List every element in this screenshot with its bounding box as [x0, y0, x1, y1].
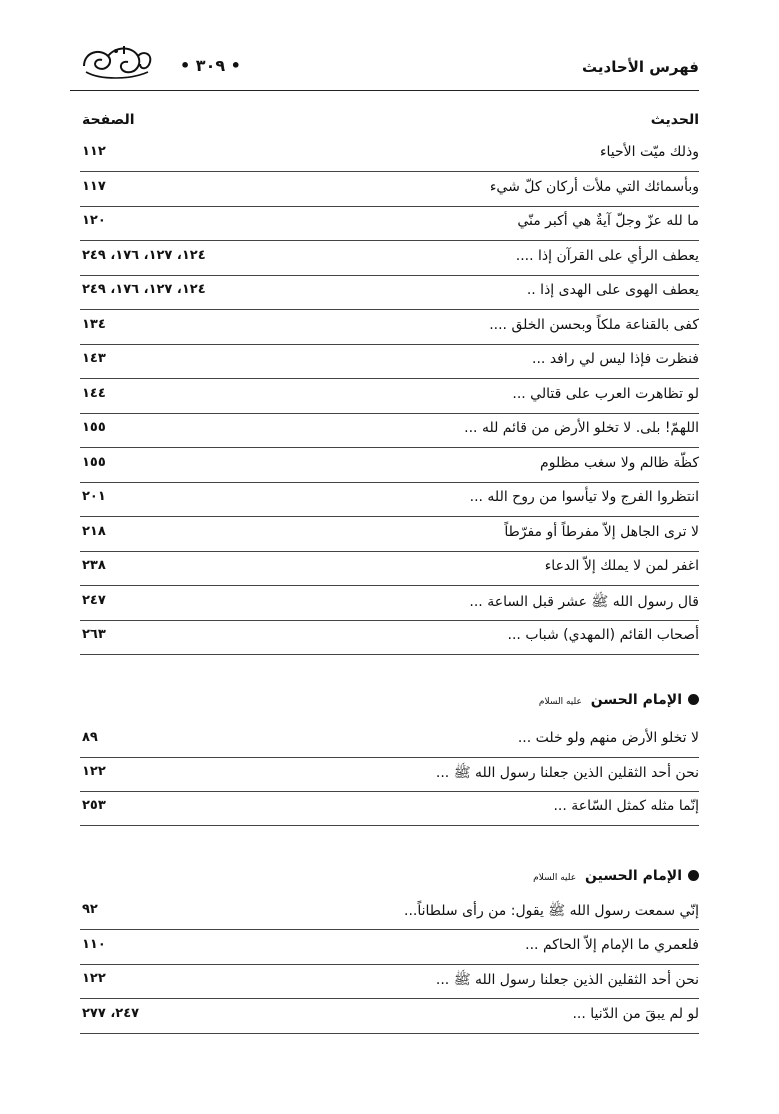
bullet-icon — [688, 694, 699, 705]
table-row — [80, 933, 699, 965]
section-heading-husayn — [533, 868, 699, 884]
table-row — [80, 554, 699, 586]
row-divider — [80, 825, 699, 826]
table-row — [80, 244, 699, 276]
hadith-text: كفى بالقناعة ملكاً وبحسن الخلق .... — [489, 316, 699, 333]
row-divider — [80, 757, 699, 758]
page-reference: ٩٢ — [82, 902, 98, 917]
page-reference: ١٢٠ — [82, 213, 106, 228]
table-row — [80, 209, 699, 241]
table-row — [80, 898, 699, 930]
hadith-text: وبأسمائك التي ملأت أركان كلّ شيء — [489, 178, 699, 195]
page-reference: ٢٠١ — [82, 489, 106, 504]
table-row — [80, 485, 699, 517]
page-header — [70, 40, 699, 96]
table-row — [80, 451, 699, 483]
table-row — [80, 726, 699, 758]
hadith-text: لو تظاهرت العرب على قتالي ... — [512, 385, 699, 402]
row-divider — [80, 654, 699, 655]
row-divider — [80, 344, 699, 345]
table-row — [80, 278, 699, 310]
column-header-page: الصفحة — [82, 112, 135, 128]
page-reference: ٨٩ — [82, 730, 98, 745]
section-title-hasan: الإمام الحسن — [590, 692, 682, 708]
table-row — [80, 347, 699, 379]
ornament-icon — [80, 42, 154, 82]
hadith-text: اغفر لمن لا يملك إلاّ الدعاء — [544, 558, 699, 574]
row-divider — [80, 482, 699, 483]
table-row — [80, 313, 699, 345]
row-divider — [80, 964, 699, 965]
row-divider — [80, 309, 699, 310]
hadith-text: نحن أحد الثقلين الذين جعلنا رسول الله ﷺ ... — [435, 765, 699, 781]
row-divider — [80, 1033, 699, 1034]
page-reference: ٢٥٣ — [82, 798, 106, 813]
running-title: فهرس الأحاديث — [582, 58, 699, 76]
hadith-text: إنّما مثله كمثل السّاعة ... — [553, 798, 699, 814]
page-number: • ٣٠٩ • — [180, 56, 241, 75]
hadith-text: نحن أحد الثقلين الذين جعلنا رسول الله ﷺ ... — [435, 972, 699, 988]
row-divider — [80, 275, 699, 276]
hadith-text: لا تخلو الأرض منهم ولو خلت ... — [517, 730, 699, 746]
hadith-text: فنظرت فإذا ليس لي رافد ... — [532, 351, 699, 367]
table-row — [80, 760, 699, 792]
hadith-text: يعطف الهوى على الهدى إذا .. — [526, 282, 699, 298]
bullet-icon — [688, 870, 699, 881]
page-reference: ١٥٥ — [82, 454, 106, 470]
page-reference: ٢٤٧ — [82, 592, 106, 608]
row-divider — [80, 929, 699, 930]
row-divider — [80, 413, 699, 414]
page-reference: ٢٤٧، ٢٧٧ — [82, 1005, 140, 1021]
row-divider — [80, 240, 699, 241]
honorific-husayn: عليه السلام — [533, 873, 577, 883]
page-reference: ١٢٤، ١٢٧، ١٧٦، ٢٤٩ — [82, 282, 206, 297]
table-row — [80, 589, 699, 621]
row-divider — [80, 206, 699, 207]
page-reference: ١٤٣ — [82, 351, 106, 366]
page-reference: ١١٠ — [82, 936, 106, 952]
row-divider — [80, 585, 699, 586]
page-reference: ١٢٤، ١٢٧، ١٧٦، ٢٤٩ — [82, 247, 206, 263]
table-row — [80, 416, 699, 448]
hadith-text: لا ترى الجاهل إلاّ مفرطاً أو مفرّطاً — [504, 523, 699, 540]
header-divider — [70, 90, 699, 91]
hadith-text: لو لم يبقَ من الدّنيا ... — [572, 1005, 699, 1022]
honorific-hasan: عليه السلام — [538, 697, 582, 707]
page-reference: ٢١٨ — [82, 523, 106, 539]
page-reference: ٢٦٣ — [82, 627, 106, 642]
hadith-text: أصحاب القائم (المهدي) شباب ... — [507, 627, 699, 643]
table-row — [80, 382, 699, 414]
hadith-text: كظّة ظالم ولا سغب مظلوم — [540, 454, 699, 471]
column-header-hadith: الحديث — [650, 112, 699, 128]
page-reference: ١٢٢ — [82, 764, 106, 779]
page-reference: ١٣٤ — [82, 316, 106, 332]
hadith-text: وذلك ميّت الأحياء — [599, 144, 699, 160]
table-row — [80, 794, 699, 826]
page-reference: ١١٢ — [82, 144, 106, 159]
row-divider — [80, 171, 699, 172]
table-row — [80, 1002, 699, 1034]
section-heading-hasan — [539, 692, 699, 708]
page-reference: ٢٣٨ — [82, 558, 106, 573]
row-divider — [80, 791, 699, 792]
row-divider — [80, 551, 699, 552]
hadith-text: يعطف الرأي على القرآن إذا .... — [515, 247, 699, 264]
hadith-text: فلعمري ما الإمام إلاّ الحاكم ... — [525, 936, 699, 953]
table-row — [80, 623, 699, 655]
hadith-text: إنّي سمعت رسول الله ﷺ يقول: من رأى سلطاناً... — [404, 903, 699, 919]
page-reference: ١١٧ — [82, 178, 106, 194]
hadith-text: قال رسول الله ﷺ عشر قبل الساعة ... — [469, 593, 699, 610]
hadith-text: انتظروا الفرج ولا تيأسوا من روح الله ... — [469, 489, 699, 505]
row-divider — [80, 447, 699, 448]
table-row — [80, 520, 699, 552]
row-divider — [80, 620, 699, 621]
page-reference: ١٥٥ — [82, 420, 106, 435]
row-divider — [80, 516, 699, 517]
hadith-text: ما لله عزّ وجلّ آيةٌ هي أكبر منّي — [517, 213, 699, 229]
hadith-text: اللهمّ! بلى. لا تخلو الأرض من قائم لله ... — [464, 420, 699, 436]
table-row — [80, 967, 699, 999]
row-divider — [80, 998, 699, 999]
page-reference: ١٤٤ — [82, 385, 106, 401]
page-reference: ١٢٢ — [82, 971, 106, 986]
table-row — [80, 175, 699, 207]
row-divider — [80, 378, 699, 379]
section-title-husayn: الإمام الحسين — [585, 868, 682, 884]
table-row — [80, 140, 699, 172]
